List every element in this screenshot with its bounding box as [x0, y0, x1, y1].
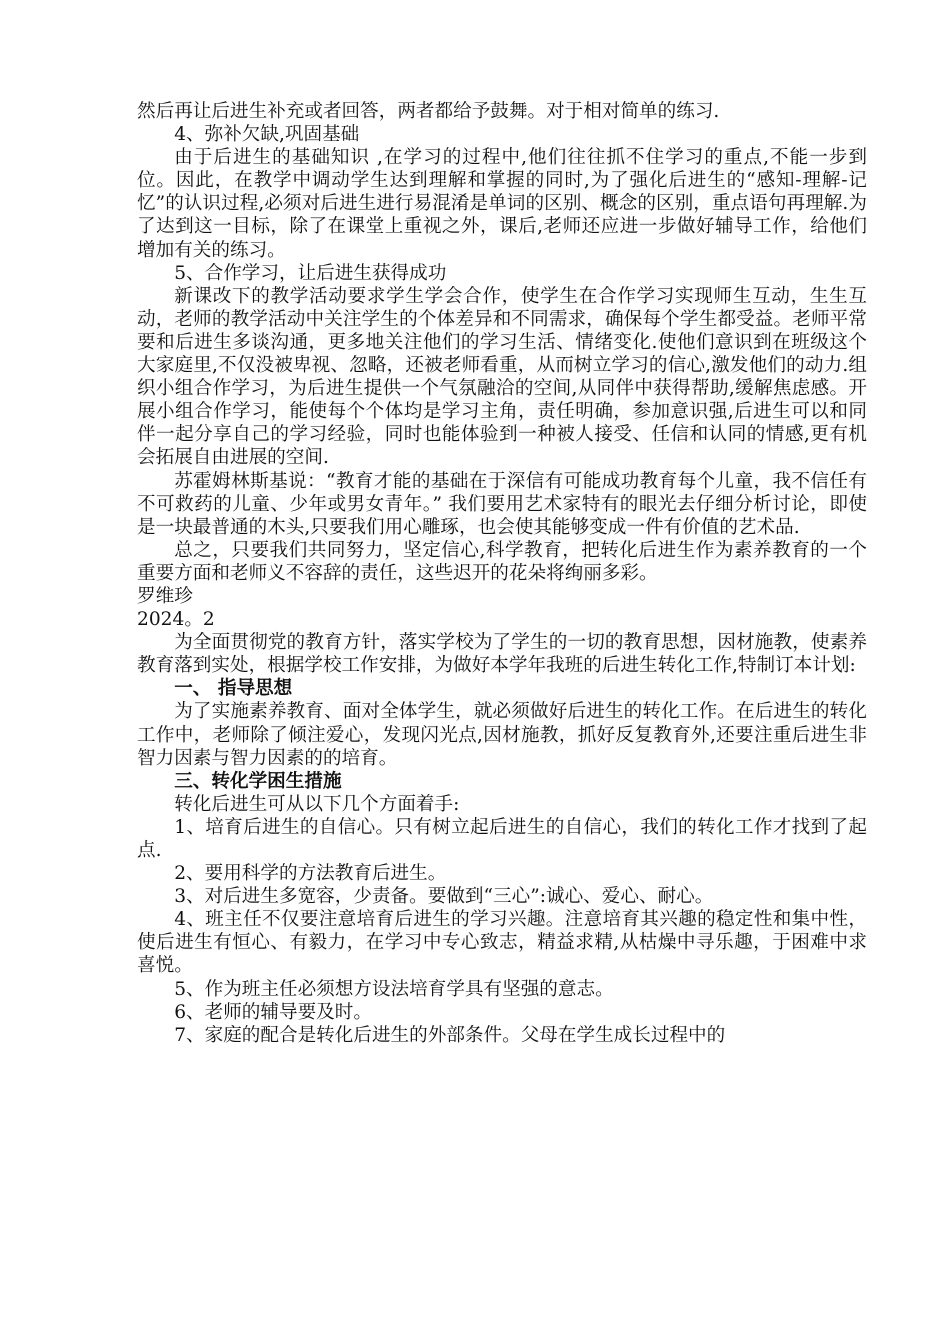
list-item-measure-6: 6、老师的辅导要及时。 [174, 1001, 372, 1023]
paragraph-sukhomlinsky-quote: 苏霍姆林斯基说：“教育才能的基础在于深信有可能成功教育每个儿童，我不信任有不可救药的儿童、少年或男女青年。” 我们要用艺术家特有的眼光去仔细分析讨论，即使是一块最普通的木头,只要我们用心雕琢，也会使其能够变成一件有价值的艺术品. [137, 470, 867, 538]
author-signature: 罗维珍 [137, 585, 193, 607]
paragraph-continuation: 然后再让后进生补充或者回答，两者都给予鼓舞。对于相对简单的练习. [137, 101, 720, 122]
list-item-measure-3: 3、对后进生多宽容，少责备。要做到“三心”:诚心、爱心、耐心。 [174, 886, 714, 908]
list-item-measure-7: 7、家庭的配合是转化后进生的外部条件。父母在学生成长过程中的 [174, 1024, 726, 1046]
paragraph-basics: 由于后进生的基础知识 ,在学习的过程中,他们往往抓不住学习的重点,不能一步到位。因此，在教学中调动学生达到理解和掌握的同时,为了强化后进生的“感知-理解-记忆”的认识过程,必须对后进生进行易混淆是单词的区别、概念的区别，重点语句再理解.为了达到这一目标，除了在课堂上重视之外，课后,老师还应进一步做好辅导工作，给他们增加有关的练习。 [137, 147, 867, 261]
document-page [137, 100, 867, 1047]
list-item-measure-2: 2、要用科学的方法教育后进生。 [174, 863, 447, 885]
paragraph-guiding-ideology: 为了实施素养教育、面对全体学生，就必须做好后进生的转化工作。在后进生的转化工作中，老师除了倾注爱心，发现闪光点,因材施教，抓好反复教育外,还要注重后进生非智力因素与智力因素的的培育。 [137, 701, 867, 769]
paragraph-cooperative-learning: 新课改下的教学活动要求学生学会合作，使学生在合作学习实现师生互动，生生互动，老师的教学活动中关注学生的个体差异和不同需求，确保每个学生都受益。老师平常要和后进生多谈沟通，更多地关注他们的学习生活、情绪变化.使他们意识到在班级这个大家庭里,不仅没被卑视、忽略，还被老师看重，从而树立学习的信心,激发他们的动力.组织小组合作学习，为后进生提供一个气氛融洽的空间,从同伴中获得帮助,缓解焦虑感。开展小组合作学习，能使每个个体均是学习主角，责任明确，参加意识强,后进生可以和同伴一起分享自己的学习经验，同时也能体验到一种被人接受、任信和认同的情感,更有机会拓展自由进展的空间. [137, 285, 867, 469]
list-item-measure-5: 5、作为班主任必须想方设法培育学具有坚强的意志。 [174, 978, 614, 1000]
section-heading-4: 4、弥补欠缺,巩固基础 [174, 124, 360, 146]
section-heading-5: 5、合作学习，让后进生获得成功 [174, 262, 447, 284]
paragraph-conclusion: 总之，只要我们共同努力，坚定信心,科学教育，把转化后进生作为素养教育的一个重要方面和老师义不容辞的责任，这些迟开的花朵将绚丽多彩。 [137, 539, 867, 584]
document-date: 2024。2 [137, 609, 215, 631]
list-item-measure-1: 1、培育后进生的自信心。只有树立起后进生的自信心，我们的转化工作才找到了起点. [137, 816, 867, 861]
paragraph-plan-intro: 为全面贯彻党的教育方针，落实学校为了学生的一切的教育思想，因材施教，使素养教育落到实处，根据学校工作安排，为做好本学年我班的后进生转化工作,特制订本计划: [137, 632, 867, 677]
heading-measures: 三、转化学困生措施 [174, 770, 342, 792]
heading-guiding-ideology: 一、 指导思想 [174, 678, 293, 700]
list-item-measure-4: 4、班主任不仅要注意培育后进生的学习兴趣。注意培育其兴趣的稳定性和集中性，使后进生有恒心、有毅力，在学习中专心致志，精益求精,从枯燥中寻乐趣，于困难中求喜悦。 [137, 909, 867, 977]
paragraph-measures-intro: 转化后进生可从以下几个方面着手: [174, 793, 460, 815]
